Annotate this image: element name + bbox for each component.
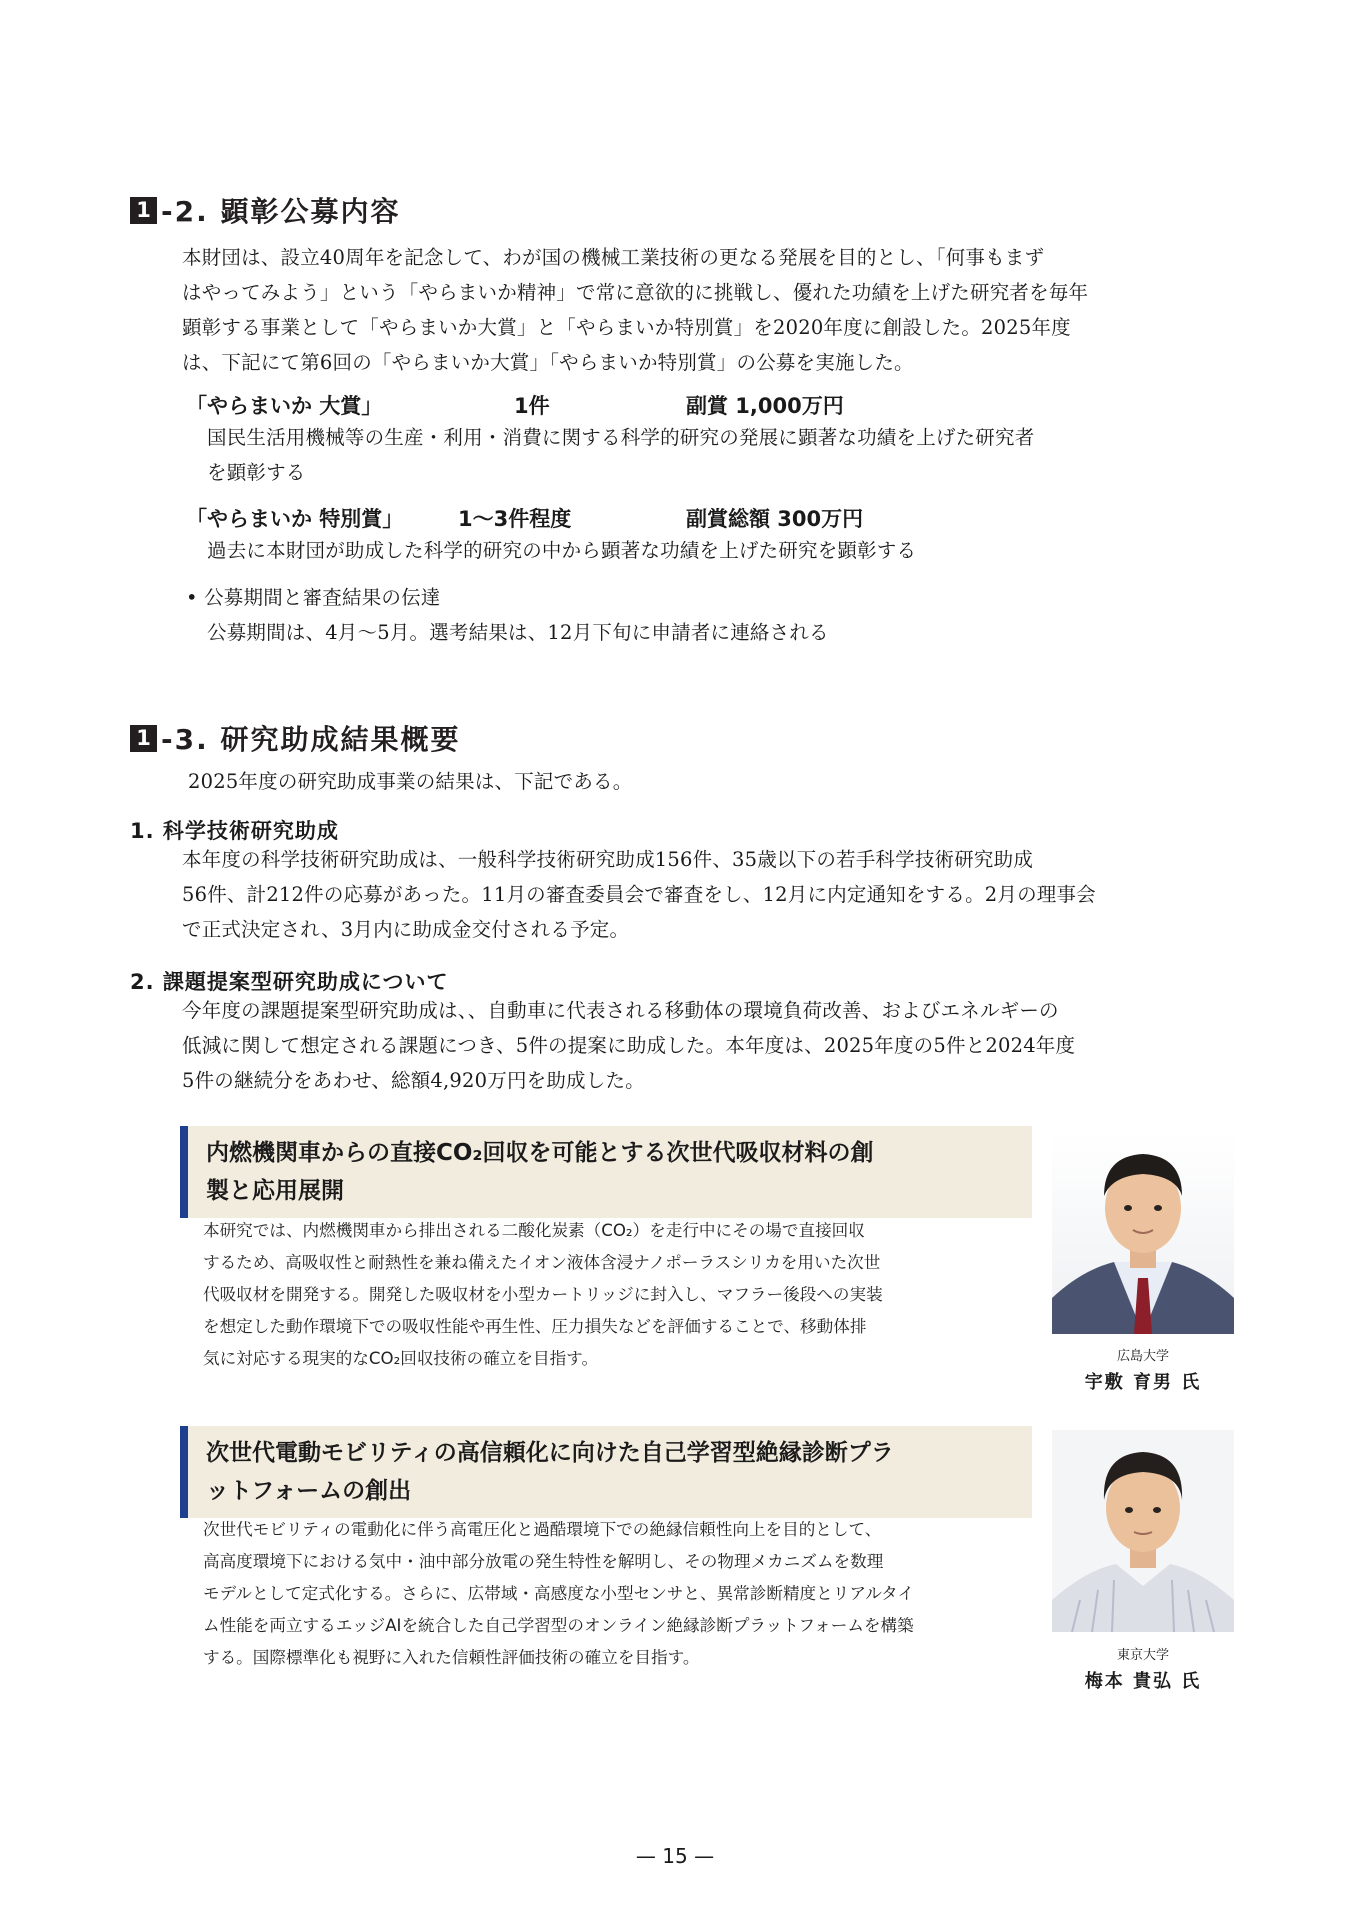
section2-intro (182, 240, 1088, 380)
prize-name: 「やらまいか 特別賞」 (186, 507, 404, 531)
project-body-1 (203, 1215, 883, 1375)
project-body-line: 高高度環境下における気中・油中部分放電の発生特性を解明し、その物理メカニズムを数理 (203, 1552, 884, 1571)
researcher-name-2: 梅本 貴弘 氏 (1084, 1671, 1202, 1692)
prize-special-description (207, 533, 916, 568)
researcher-photo-1 (1052, 1130, 1234, 1334)
project-body-2 (203, 1514, 914, 1674)
project-body-line: する。国際標準化も視野に入れた信頼性評価技術の確立を目指す。 (203, 1648, 700, 1667)
project-title-2 (180, 1426, 1032, 1518)
subsection-heading-1: 1. 科学技術研究助成 (130, 819, 339, 843)
researcher-photo-2 (1052, 1430, 1234, 1632)
section-heading-1-3 (130, 718, 461, 758)
portrait-illustration (1052, 1430, 1234, 1632)
project-body-line: 次世代モビリティの電動化に伴う高電圧化と過酷環境下での絶縁信頼性向上を目的として、 (203, 1520, 882, 1539)
prize-count: 1件 (514, 394, 550, 418)
intro-line: は、下記にて第6回の「やらまいか大賞」「やらまいか特別賞」の公募を実施した。 (182, 351, 914, 374)
section3-intro: 2025年度の研究助成事業の結果は、下記である。 (188, 770, 633, 793)
project-body-line: ム性能を両立するエッジAIを統合した自己学習型のオンライン絶縁診断プラットフォームを構築 (203, 1616, 914, 1635)
subsection-1-text (182, 842, 1096, 947)
project-title-line: ットフォームの創出 (206, 1478, 412, 1504)
bullet: • (186, 586, 198, 609)
prize-description-line: 過去に本財団が助成した科学的研究の中から顕著な功績を上げた研究を顕彰する (207, 539, 917, 562)
subsection-2-text (182, 993, 1075, 1098)
prize-description-line: 国民生活用機械等の生産・利用・消費に関する科学的研究の発展に顕著な功績を上げた研究者 (207, 426, 1035, 449)
project-body-line: 代吸収材を開発する。開発した吸収材を小型カートリッジに封入し、マフラー後段への実装 (203, 1285, 883, 1304)
researcher-name-1: 宇敷 育男 氏 (1084, 1372, 1202, 1393)
portrait-illustration (1052, 1130, 1234, 1334)
prize-amount: 副賞総額 300万円 (686, 507, 864, 531)
period-heading: 公募期間と審査結果の伝達 (204, 586, 441, 609)
intro-line: はやってみよう」という「やらまいか精神」で常に意欲的に挑戦し、優れた功績を上げた研究者を毎年 (182, 281, 1089, 304)
prize-special-row (186, 503, 986, 537)
project-title-line: 製と応用展開 (206, 1178, 344, 1204)
prize-name: 「やらまいか 大賞」 (186, 394, 383, 418)
period-heading-line (186, 580, 829, 615)
researcher-affiliation-2: 東京大学 (1116, 1648, 1169, 1663)
text-line: 今年度の課題提案型研究助成は、、自動車に代表される移動体の環境負荷改善、およびエネルギーの (182, 999, 1059, 1022)
intro-line: 顕彰する事業として「やらまいか大賞」と「やらまいか特別賞」を2020年度に創設した。2025年度 (182, 316, 1071, 339)
project-body-line: を想定した動作環境下での吸収性能や再生性、圧力損失などを評価することで、移動体排 (203, 1317, 867, 1336)
project-body-line: 気に対応する現実的なCO₂回収技術の確立を目指す。 (203, 1349, 599, 1368)
subsection-heading-2: 2. 課題提案型研究助成について (130, 970, 449, 994)
project-title-1 (180, 1126, 1032, 1218)
text-line: 56件、計212件の応募があった。11月の審査委員会で審査をし、12月に内定通知をする。2月の理事会 (182, 883, 1096, 906)
page-number: — 15 — (635, 1844, 715, 1868)
project-body-line: モデルとして定式化する。さらに、広帯域・高感度な小型センサと、異常診断精度とリアルタイ (203, 1584, 915, 1603)
prize-description-line: を顕彰する (207, 461, 306, 484)
section-title: -3. 研究助成結果概要 (161, 723, 461, 756)
prize-grand-description (207, 420, 1034, 490)
section-number-box: 1 (130, 197, 157, 224)
text-line: で正式決定され、3月内に助成金交付される予定。 (182, 918, 630, 941)
project-title-line: 次世代電動モビリティの高信頼化に向けた自己学習型絶縁診断プラ (206, 1440, 894, 1466)
section-number-box: 1 (130, 725, 157, 752)
text-line: 低減に関して想定される課題につき、5件の提案に助成した。本年度は、2025年度の5件と2024年度 (182, 1034, 1076, 1057)
project-body-line: するため、高吸収性と耐熱性を兼ね備えたイオン液体含浸ナノポーラスシリカを用いた次世 (203, 1253, 881, 1272)
section-title: -2. 顕彰公募内容 (161, 195, 401, 228)
text-line: 本年度の科学技術研究助成は、一般科学技術研究助成156件、35歳以下の若手科学技術研究助成 (182, 848, 1034, 871)
prize-count: 1～3件程度 (458, 507, 572, 531)
text-line: 5件の継続分をあわせ、総額4,920万円を助成した。 (182, 1069, 645, 1092)
section-heading-1-2 (130, 190, 401, 230)
period-text: 公募期間は、4月～5月。選考結果は、12月下旬に申請者に連絡される (207, 621, 829, 644)
intro-line: 本財団は、設立40周年を記念して、わが国の機械工業技術の更なる発展を目的とし、「何事もまず (182, 246, 1045, 269)
prize-grand-row (186, 390, 986, 424)
period-block (186, 580, 829, 650)
prize-amount: 副賞 1,000万円 (686, 394, 844, 418)
project-title-line: 内燃機関車からの直接CO₂回収を可能とする次世代吸収材料の創 (206, 1140, 874, 1166)
researcher-affiliation-1: 広島大学 (1116, 1349, 1169, 1364)
project-body-line: 本研究では、内燃機関車から排出される二酸化炭素（CO₂）を走行中にその場で直接回収 (203, 1221, 865, 1240)
